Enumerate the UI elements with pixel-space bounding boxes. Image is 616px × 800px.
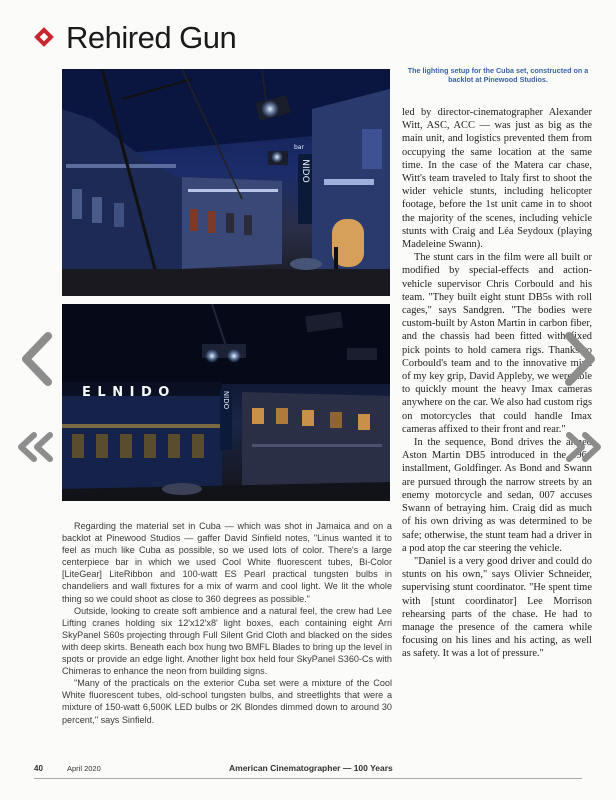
diamond-logo-icon (34, 27, 56, 49)
paragraph: Outside, looking to create soft ambience and a natural feel, the crew had Lee Lifting cranes holding six 12'x12'x8' light boxes, each containing eight Arri SkyPanel S60s projecting through Full Silent Grid Cloth and blacked on the sides with deep skirts. Beneath each box hung two BMFL Blades to bring up the level in spots or provide an edge light. Another light box held four SkyPanel S360-Cs with Chimeras to enhance the neon from building signs. (62, 605, 392, 677)
article-left-column (62, 520, 392, 726)
neon-sign-nido: NIDO (300, 159, 310, 183)
cuba-set-photo-top (62, 69, 390, 296)
footer-rule (34, 778, 582, 779)
paragraph: In the sequence, Bond drives the armed Aston Martin DB5 introduced in the 1964 installment, Goldfinger. As Bond and Swann are pursued through the narrow streets by an enemy motorcycle and sedan, 007 accuses Swann of betraying him. Craig did as much of his own driving as was determined to be safe; otherwise, the stunt team had a driver in a pod atop the car steering the vehicle. (402, 437, 592, 554)
chevron-right-icon[interactable] (563, 332, 599, 386)
double-chevron-right-icon[interactable] (563, 432, 603, 462)
neon-sign-el-nido: E L N I D O (82, 385, 171, 400)
page-title: Rehired Gun (66, 20, 237, 55)
cuba-set-photo-bottom (62, 304, 390, 501)
paragraph: "Daniel is a very good driver and could do stunts on his own," says Olivier Schneider, supervising stunt coordinator. "He spent time with [stunt coordinator] Lee Morrison rehearsing parts of the chase. He had to manage the presence of the camera while focusing on his lines and his acting, as well as safety. It was a lot of pressure." (402, 555, 592, 660)
page-number: 40 (34, 764, 43, 773)
double-chevron-left-icon[interactable] (16, 432, 56, 462)
neon-sign-bar: bar (294, 144, 304, 151)
paragraph: Regarding the material set in Cuba — which was shot in Jamaica and on a backlot at Pinewood Studios — gaffer David Sinfield notes, "Linus wanted it to feel as much like Cuba as possible, so we used lots of color. There's a large centerpiece bar in which we used Cool White fluorescent tubes, Bi-Color [LiteGear] LiteRibbon and 100-watt ES Pearl practical tungsten bulbs in chandeliers and wall fixtures for a mix of warm and cool light. We lit the whole thing so we could shoot as close to 360 degrees as possible." (62, 521, 392, 604)
paragraph: The stunt cars in the film were all built or modified by special-effects and action-vehicle supervisor Chris Corbould and his team. "They built eight stunt DB5s with roll cages," says Sandgren. "The bodies were custom-built by Aston Martin in carbon fiber, and the chassis had been fitted with fixed pick points to hold camera rigs. Thanks to Corbould's team and to the innovative mind of my key grip, David Appleby, we were able to quickly mount the heavy Imax cameras anywhere on the car. We also had custom rigs on motorcycles that could handle Imax cameras affixed to their front and rear." (402, 252, 592, 435)
magazine-name: American Cinematographer — 100 Years (229, 763, 393, 773)
photo-caption: The lighting setup for the Cuba set, constructed on a backlot at Pinewood Studios. (407, 66, 589, 84)
chevron-left-icon[interactable] (18, 332, 54, 386)
neon-sign-vertical: NIDO (222, 390, 230, 410)
paragraph: led by director-cinematographer Alexander Witt, ASC, ACC — was just as big as the main unit, and logistics prevented them from occupying the same location at the same time. In the case of the Matera car chase, Witt's team traveled to Italy first to shoot the wider vehicle stunts, including helicopter footage, before the 1st unit came in to shoot the majority of the scenes, including vehicle stunts with Craig and Léa Seydoux (playing Madeleine Swann). (402, 107, 592, 251)
issue-date: April 2020 (67, 764, 101, 773)
page-footer (34, 762, 582, 776)
paragraph: "Many of the practicals on the exterior Cuba set were a mixture of the Cool White fluorescent tubes, old-school tungsten bulbs, and streetlights that were a mixture of 150-watt 6,500K LED bulbs or 2K Blondes dimmed down to around 30 percent," says Sinfield. (62, 678, 392, 725)
header (34, 18, 236, 58)
